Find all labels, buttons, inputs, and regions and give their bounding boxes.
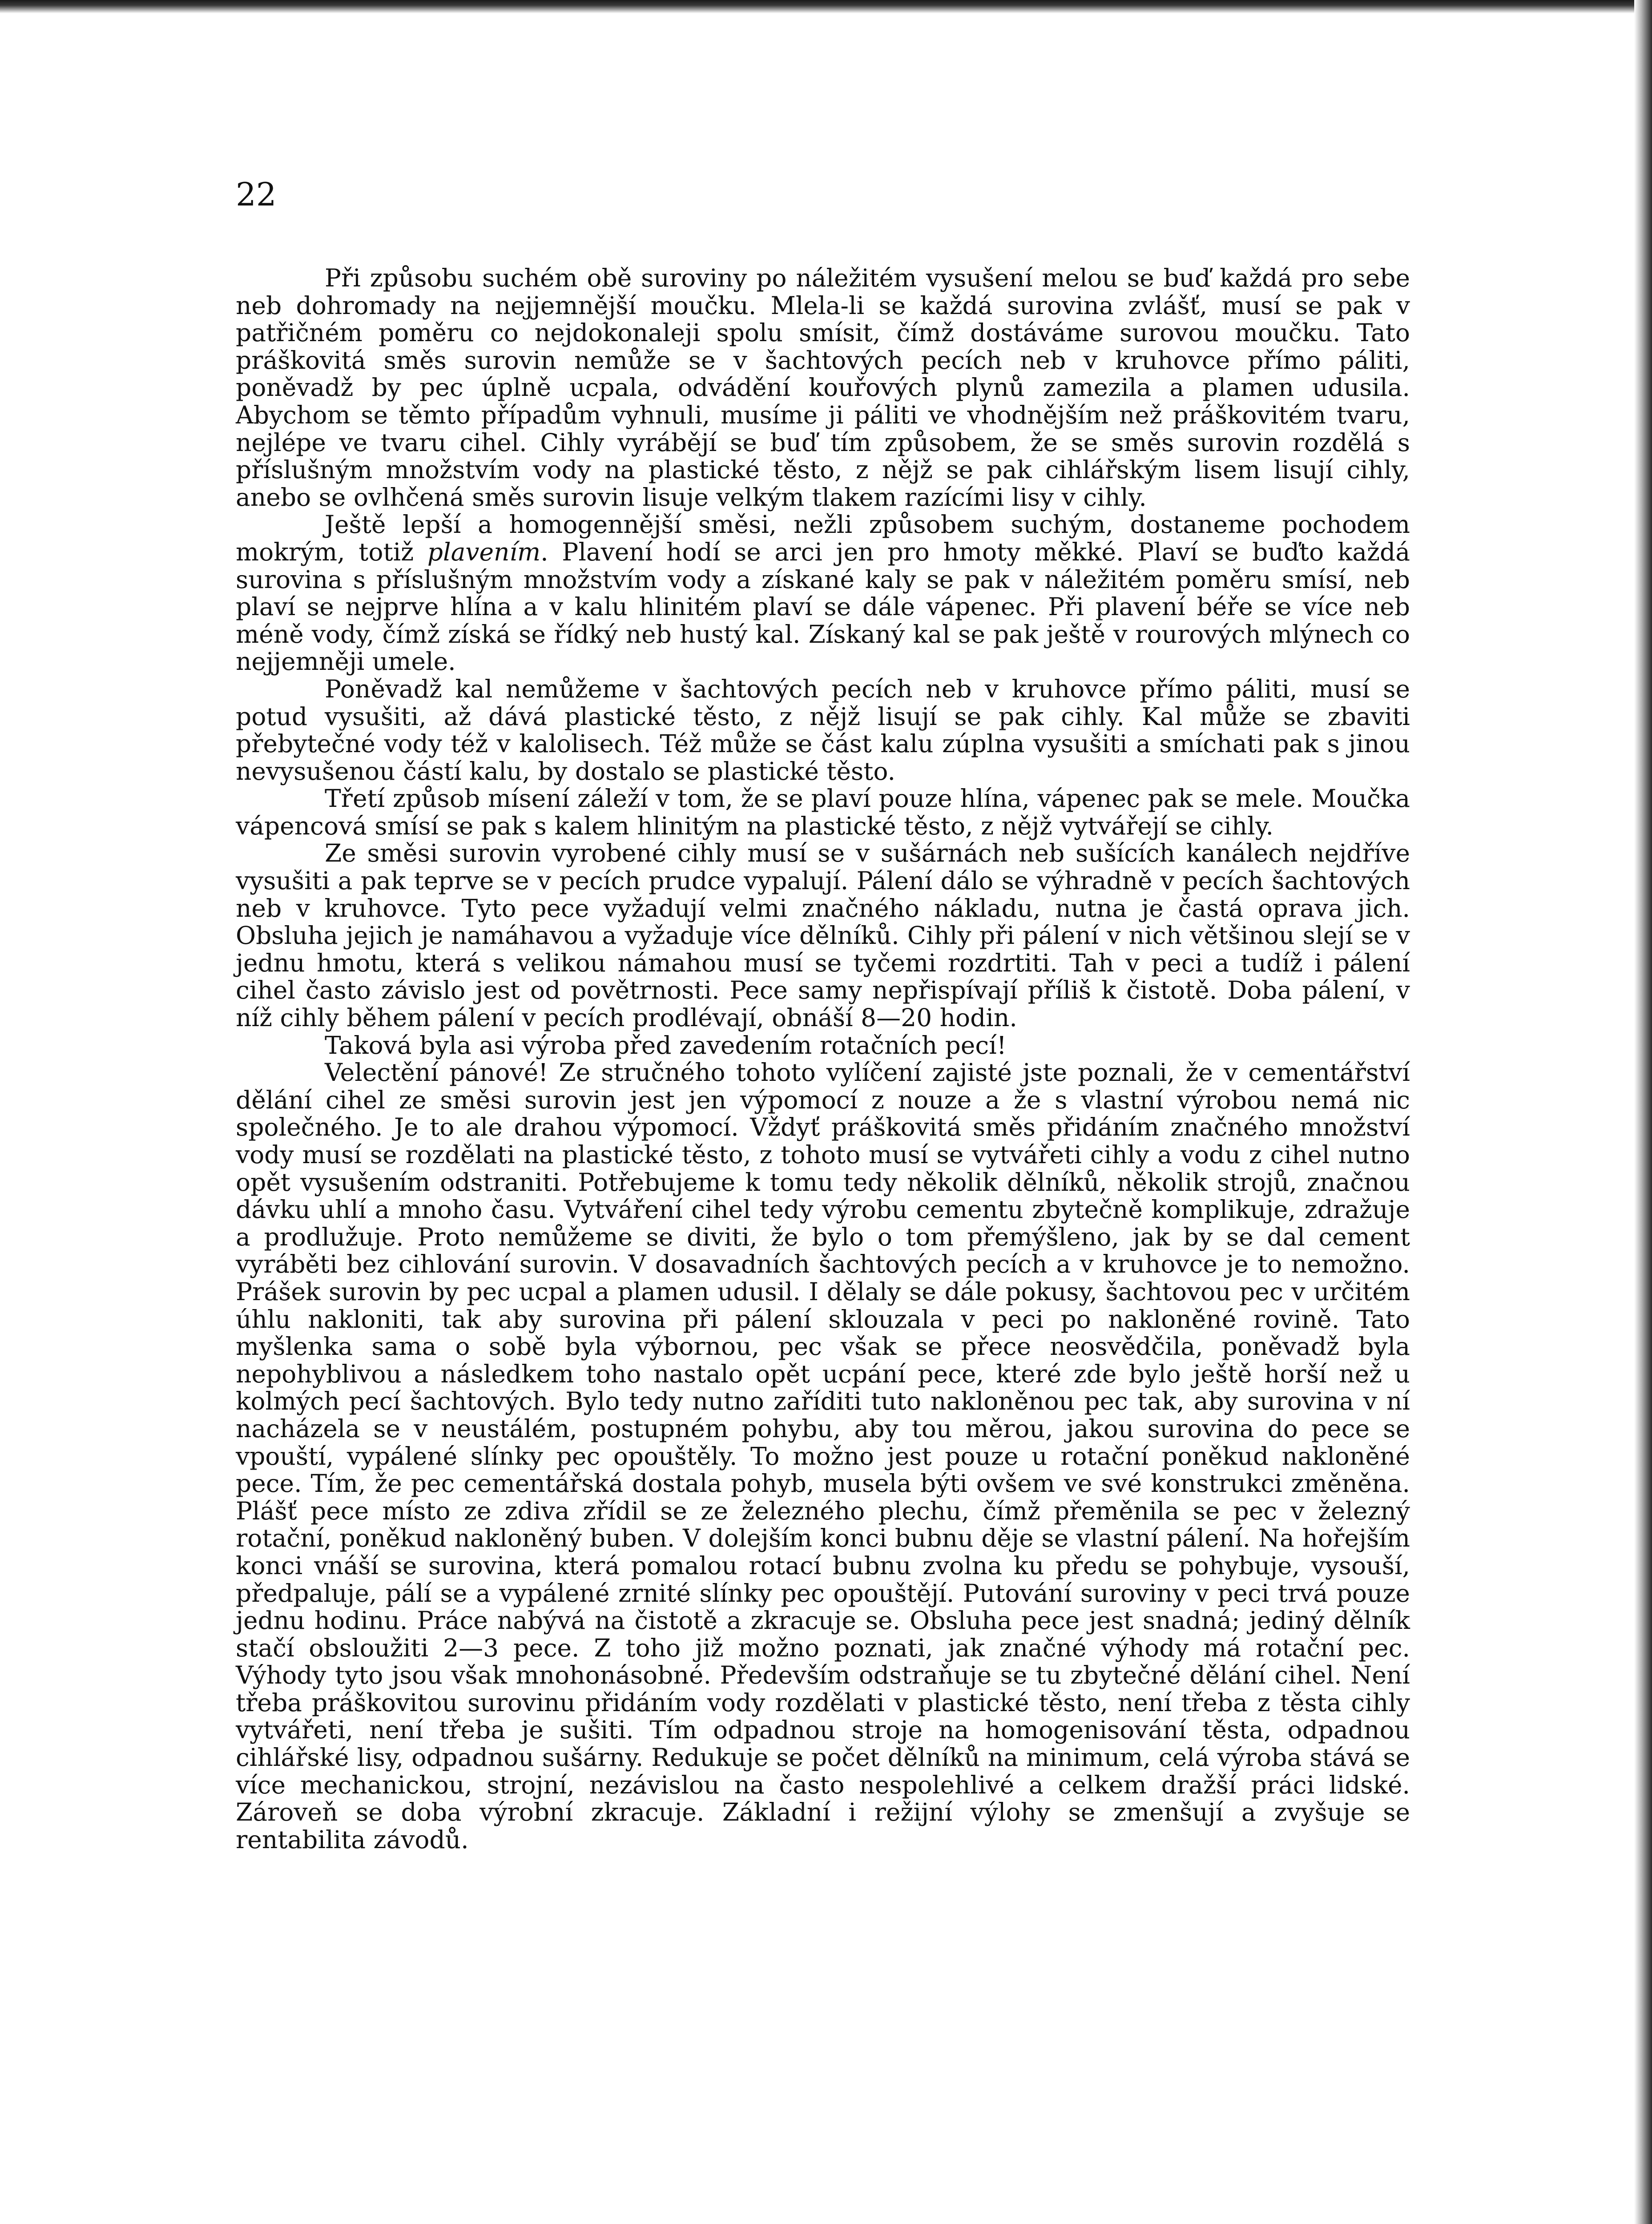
paragraph-sludge-drying: Poněvadž kal nemůžeme v šachtových pecích neb v kruhovce přímo páliti, musí se potud vysušiti, až dává plastické těsto, z nějž lisují se pak cihly. Kal může se zbaviti přebytečné vody též v kalolisech. Též může se část kalu zúplna vysušiti a smíchati pak s jinou nevysušenou částí kalu, by dostalo se plastické těsto. (236, 674, 1410, 786)
paragraph-third-method: Třetí způsob mísení záleží v tom, že se plaví pouze hlína, vápenec pak se mele. Moučka vápencová smísí se pak s kalem hlinitým na plastické těsto, z nějž vytvářejí se cihly. (236, 784, 1410, 840)
paragraph-before-rotary: Taková byla asi výroba před zavedením rotačních pecí! (325, 1031, 1007, 1060)
paragraph-wet-process (236, 511, 1410, 676)
body-text (236, 265, 1410, 1853)
emphasis-plaveni: plavením (427, 537, 541, 566)
paragraph-wet-process-start: Ještě lepší a homogennější směsi, nežli způsobem suchým, dostaneme pochodem mokrým, totiž (236, 510, 1410, 566)
page-number: 22 (236, 176, 277, 213)
paragraph-wet-process-rest: . Plavení hodí se arci jen pro hmoty měkké. Plaví se buďto každá surovina s příslušným množstvím vody a získané kaly se pak v náležitém poměru smísí, neb plaví se nejprve hlína a v kalu hlinitém plaví se dále vápenec. Při plavení béře se více neb méně vody, čímž získá se řídký neb hustý kal. Získaný kal se pak ještě v rourových mlýnech co nejjemněji umele. (236, 537, 1410, 676)
scan-edge-right (1634, 0, 1652, 2224)
paragraph-dry-process: Při způsobu suchém obě suroviny po náležitém vysušení melou se buď každá pro sebe neb dohromady na nejjemnější moučku. Mlela-li se každá surovina zvlášť, musí se pak v patřičném poměru co nejdokonaleji spolu smísit, čímž dostáváme surovou moučku. Tato práškovitá směs surovin nemůže se v šachtových pecích neb v kruhovce přímo páliti, poněvadž by pec úplně ucpala, odvádění kouřových plynů zamezila a plamen udusila. Abychom se těmto případům vyhnuli, musíme ji páliti ve vhodnějším než práškovitém tvaru, nejlépe ve tvaru cihel. Cihly vyrábějí se buď tím způsobem, že se směs surovin rozdělá s příslušným množstvím vody na plastické těsto, z nějž se pak cihlářským lisem lisují cihly, anebo se ovlhčená směs surovin lisuje velkým tlakem razícími lisy v cihly. (236, 264, 1410, 512)
paragraph-kilns: Ze směsi surovin vyrobené cihly musí se v sušárnách neb sušících kanálech nejdříve vysušiti a pak teprve se v pecích prudce vypalují. Pálení dálo se výhradně v pecích šachtových neb v kruhovce. Tyto pece vyžadují velmi značného nákladu, nutna je častá oprava jich. Obsluha jejich je namáhavou a vyžaduje více dělníků. Cihly při pálení v nich většinou slejí se v jednu hmotu, která s velikou námahou musí se tyčemi rozdrtiti. Tah v peci a tudíž i pálení cihel často závislo jest od povětrnosti. Pece samy nepřispívají příliš k čistotě. Doba pálení, v níž cihly během pálení v pecích prodlévají, obnáší 8—20 hodin. (236, 839, 1410, 1032)
paragraph-rotary-kiln: Velectění pánové! Ze stručného tohoto vylíčení zajisté jste poznali, že v cementářství dělání cihel ze směsi surovin jest jen výpomocí z nouze a že s vlastní výrobou nemá nic společného. Je to ale drahou výpomocí. Vždyť práškovitá směs přidáním značného množství vody musí se rozdělati na plastické těsto, z tohoto musí se vytvářeti cihly a vodu z cihel nutno opět vysušením odstraniti. Potřebujeme k tomu tedy několik dělníků, několik strojů, značnou dávku uhlí a mnoho času. Vytváření cihel tedy výrobu cementu zbytečně komplikuje, zdražuje a prodlužuje. Proto nemůžeme se diviti, že bylo o tom přemýšleno, jak by se dal cement vyráběti bez cihlování surovin. V dosavadních šachtových pecích a v kruhovce je to nemožno. Prášek surovin by pec ucpal a plamen udusil. I dělaly se dále pokusy, šachtovou pec v určitém úhlu nakloniti, tak aby surovina při pálení sklouzala v peci po nakloněné rovině. Tato myšlenka sama o sobě byla výbornou, pec však se přece neosvědčila, poněvadž byla nepohyblivou a následkem toho nastalo opět ucpání pece, které zde bylo ještě horší než u kolmých pecí šachtových. Bylo tedy nutno zaříditi tuto nakloněnou pec tak, aby surovina v ní nacházela se v neustálém, postupném pohybu, aby tou měrou, jakou surovina do pece se vpouští, vypálené slínky pec opouštěly. To možno jest pouze u rotační poněkud nakloněné pece. Tím, že pec cementářská dostala pohyb, musela býti ovšem ve své konstrukci změněna. Plášť pece místo ze zdiva zřídil se ze železného plechu, čímž přeměnila se pec v železný rotační, poněkud nakloněný buben. V dolejším konci bubnu děje se vlastní pálení. Na hořejším konci vnáší se surovina, která pomalou rotací bubnu zvolna ku předu se pohybuje, vysouší, předpaluje, pálí se a vypálené zrnité slínky pec opouštějí. Putování suroviny v peci trvá pouze jednu hodinu. Práce nabývá na čistotě a zkracuje se. Obsluha pece jest snadná; jediný dělník stačí obsloužiti 2—3 pece. Z toho již možno poznati, jak značné výhody má rotační pec. Výhody tyto jsou však mnohonásobné. Především odstraňuje se tu zbytečné dělání cihel. Není třeba práškovitou surovinu přidáním vody rozdělati v plastické těsto, není třeba z těsta cihly vytvářeti, není třeba je sušiti. Tím odpadnou stroje na homogenisování těsta, odpadnou cihlářské lisy, odpadnou sušárny. Redukuje se počet dělníků na minimum, celá výroba stává se více mechanickou, strojní, nezávislou na často nespolehlivé a celkem dražší práci lidské. Zároveň se doba výrobní zkracuje. Základní i režijní výlohy se zmenšují a zvyšuje se rentabilita závodů. (236, 1058, 1410, 1854)
scan-edge-top (0, 0, 1652, 13)
